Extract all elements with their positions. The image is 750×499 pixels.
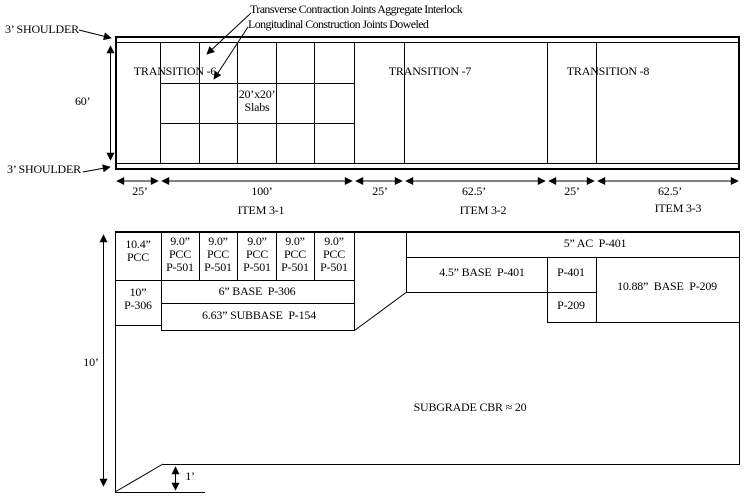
transverse-joints-annotation: Transverse Contraction Joints Aggregate Interlock: [250, 2, 463, 16]
pcc-slab-4-depth: 9.0”: [285, 234, 305, 248]
pcc-shoulder-depth: 10.4”: [125, 237, 151, 251]
pcc-slab-2-spec: P-501: [204, 260, 232, 274]
pcc-slab-1-name: PCC: [168, 247, 192, 261]
transition-6-label: TRANSITION -6: [133, 64, 217, 78]
subgrade-label: SUBGRADE CBR ≈ 20: [413, 400, 527, 414]
section-dimension-arrows: [104, 235, 176, 490]
shoulder-bottom-label: 3’ SHOULDER: [7, 162, 81, 176]
pcc-slab-4-name: PCC: [283, 247, 307, 261]
shoulder-top-label: 3’ SHOULDER: [5, 22, 79, 36]
dim-25ft-1: 25’: [132, 184, 148, 198]
base-p209-label: 10.88” BASE P-209: [617, 279, 717, 293]
shoulder-base-spec: P-306: [124, 298, 152, 312]
pcc-slab-3-spec: P-501: [243, 260, 271, 274]
slab-word-label: Slabs: [244, 100, 270, 114]
item-3-1-label: ITEM 3-1: [237, 203, 285, 217]
item-3-3-label: ITEM 3-3: [654, 201, 702, 215]
subbase-p154-label: 6.63” SUBBASE P-154: [201, 308, 317, 322]
section-depth-10ft-label: 10’: [83, 355, 99, 369]
p401-cell-label: P-401: [557, 265, 585, 279]
shoulder-base-depth: 10”: [129, 285, 147, 299]
slab-size-label: 20’x20’: [238, 87, 276, 101]
pcc-slab-5-depth: 9.0”: [324, 234, 344, 248]
plan-view-outline: [115, 37, 740, 169]
pcc-slab-3-name: PCC: [245, 247, 269, 261]
item-3-2-label: ITEM 3-2: [459, 203, 507, 217]
dim-25ft-2: 25’: [372, 184, 388, 198]
longitudinal-joints-annotation: Longitudinal Construction Joints Doweled: [248, 17, 429, 31]
plan-width-60ft-label: 60’: [75, 94, 91, 108]
pcc-slab-5-spec: P-501: [320, 260, 348, 274]
transition-7-label: TRANSITION -7: [388, 64, 472, 78]
ac-p401-label: 5” AC P-401: [563, 236, 627, 250]
pcc-slab-1-depth: 9.0”: [170, 234, 190, 248]
pcc-slab-4-spec: P-501: [281, 260, 309, 274]
p209-cell-label: P-209: [557, 298, 585, 312]
base-p306-label: 6” BASE P-306: [218, 284, 296, 298]
dim-62-5ft-2: 62.5’: [658, 184, 682, 198]
pcc-slab-1-spec: P-501: [166, 260, 194, 274]
pcc-slab-2-name: PCC: [206, 247, 230, 261]
pcc-slab-5-name: PCC: [322, 247, 346, 261]
pcc-slab-3-depth: 9.0”: [247, 234, 267, 248]
dim-100ft: 100’: [251, 184, 273, 198]
pcc-slab-2-depth: 9.0”: [208, 234, 228, 248]
drop-1ft-label: 1’: [185, 469, 195, 483]
dim-25ft-3: 25’: [564, 184, 580, 198]
dim-62-5ft-1: 62.5’: [462, 184, 486, 198]
pcc-shoulder-name: PCC: [126, 250, 150, 264]
transition-8-label: TRANSITION -8: [566, 64, 650, 78]
base-p401-label: 4.5” BASE P-401: [439, 265, 525, 279]
